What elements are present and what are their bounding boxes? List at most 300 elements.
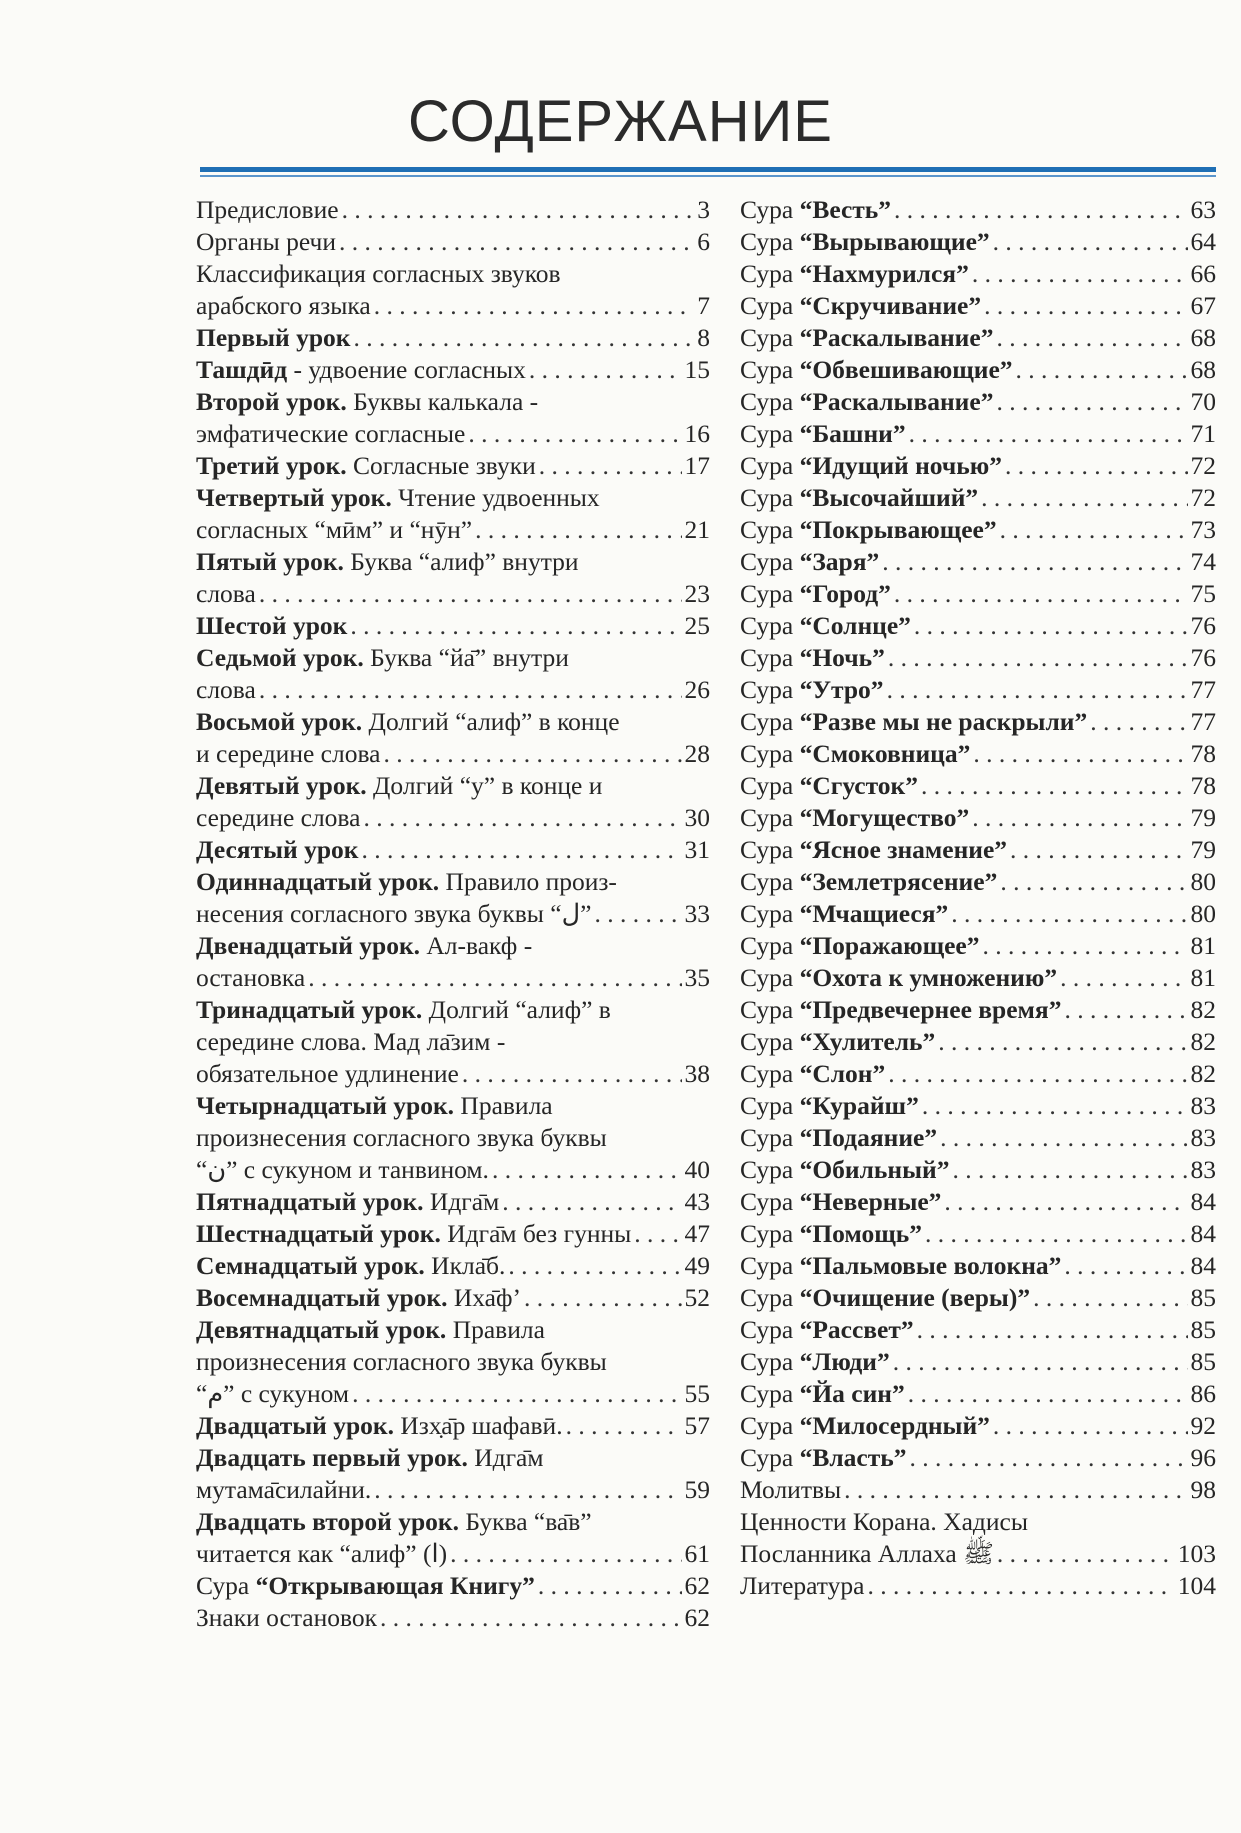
toc-entry [740, 1442, 1216, 1474]
leader-dots [893, 1346, 1188, 1378]
toc-line [740, 322, 1216, 354]
toc-page-number: 80 [1190, 899, 1216, 928]
toc-page-number: 78 [1190, 771, 1216, 800]
toc-entry [196, 1602, 710, 1634]
toc-entry [740, 482, 1216, 514]
toc-line [196, 1570, 710, 1602]
toc-line [196, 450, 710, 482]
toc-line [196, 1090, 710, 1122]
leader-dots [259, 674, 682, 706]
toc-line [740, 1538, 1216, 1570]
toc-line [196, 642, 710, 674]
toc-entry-title: Сура “Обвешивающие” [740, 355, 1013, 384]
toc-entry-title: Сура “Скручивание” [740, 291, 982, 320]
toc-entry [740, 994, 1216, 1026]
toc-entry [196, 866, 710, 930]
toc-page-number: 6 [697, 227, 710, 256]
toc-entry-title: Двадцать второй урок. Буква “ва̄в” [196, 1507, 592, 1536]
toc-line [196, 898, 710, 930]
toc-entry-title: Сура “Власть” [740, 1443, 907, 1472]
toc-line [740, 962, 1216, 994]
toc-page-number: 62 [684, 1603, 710, 1632]
toc-entry-title: середине слова [196, 803, 361, 832]
toc-entry [196, 1282, 710, 1314]
toc-entry-title: слова [196, 675, 256, 704]
toc-entry-title: Сура “Смоковница” [740, 739, 971, 768]
leader-dots [1090, 706, 1187, 738]
toc-line [740, 226, 1216, 258]
leader-dots [909, 418, 1188, 450]
toc-entry-title: Сура “Охота к умножению” [740, 963, 1058, 992]
toc-entry [740, 1154, 1216, 1186]
toc-entry [740, 1346, 1216, 1378]
leader-dots [352, 1378, 681, 1410]
leader-dots [993, 1410, 1188, 1442]
toc-line [740, 994, 1216, 1026]
toc-entry [740, 1474, 1216, 1506]
leader-dots [350, 610, 681, 642]
toc-page-number: 35 [684, 963, 710, 992]
toc-entry [740, 642, 1216, 674]
toc-page-number: 31 [684, 835, 710, 864]
toc-line [196, 1474, 710, 1506]
toc-entry [196, 1186, 710, 1218]
leader-dots [972, 802, 1187, 834]
toc-line [740, 1058, 1216, 1090]
toc-line [196, 1250, 710, 1282]
toc-line [740, 834, 1216, 866]
toc-page-number: 30 [684, 803, 710, 832]
toc-entry-title: Сура “Идущий ночью” [740, 451, 1002, 480]
toc-entry [740, 802, 1216, 834]
toc-entry [196, 1090, 710, 1186]
toc-entry [740, 258, 1216, 290]
toc-entry-title: Сура “Раскалывание” [740, 387, 994, 416]
toc-entry [740, 322, 1216, 354]
toc-page-number: 25 [684, 611, 710, 640]
toc-line [196, 1282, 710, 1314]
toc-entry-title: Сура “Милосердный” [740, 1411, 990, 1440]
leader-dots [882, 546, 1187, 578]
toc-line [196, 1122, 710, 1154]
toc-entry-title: Литература [740, 1571, 865, 1600]
toc-entry-title: обязательное удлинение [196, 1059, 459, 1088]
toc-entry [740, 354, 1216, 386]
toc-entry-title: Посланника Аллаха ﷺ [740, 1539, 994, 1568]
toc-entry-title: Двадцатый урок. Изх̣а̄р шафавӣ. [196, 1411, 563, 1440]
toc-entry-title: середине слова. Мад ла̄зим - [196, 1027, 506, 1056]
leader-dots [997, 1538, 1175, 1570]
toc-entry [740, 1250, 1216, 1282]
toc-page-number: 86 [1190, 1379, 1216, 1408]
toc-line [740, 1346, 1216, 1378]
toc-entry-title: Сура “Нахмурился” [740, 259, 969, 288]
toc-line [196, 1378, 710, 1410]
toc-page-number: 96 [1190, 1443, 1216, 1472]
toc-entry [740, 610, 1216, 642]
toc-page-number: 75 [1190, 579, 1216, 608]
toc-entry-title: Семнадцатый урок. Икла̄б. [196, 1251, 506, 1280]
toc-entry-title: Сура “Люди” [740, 1347, 890, 1376]
leader-dots [925, 1218, 1188, 1250]
toc-line [196, 706, 710, 738]
toc-entry-title: Сура “Могущество” [740, 803, 970, 832]
leader-dots [1005, 450, 1188, 482]
toc-entry [740, 866, 1216, 898]
toc-entry-title: Сура “Землетрясение” [740, 867, 998, 896]
leader-dots [462, 1058, 682, 1090]
toc-entry-title: Сура “Слон” [740, 1059, 886, 1088]
toc-page-number: 104 [1177, 1571, 1216, 1600]
toc-line [196, 674, 710, 706]
leader-dots [383, 738, 681, 770]
toc-line [740, 258, 1216, 290]
toc-entry [196, 642, 710, 706]
toc-page-number: 59 [684, 1475, 710, 1504]
toc-line [196, 1218, 710, 1250]
toc-entry-title: Десятый урок [196, 835, 359, 864]
toc-line [740, 482, 1216, 514]
toc-page-number: 85 [1190, 1315, 1216, 1344]
toc-page-number: 3 [697, 195, 710, 224]
toc-page-number: 63 [1190, 195, 1216, 224]
leader-dots [917, 1314, 1188, 1346]
toc-entry [740, 1218, 1216, 1250]
toc-entry-title: Двенадцатый урок. Ал-вакф - [196, 931, 533, 960]
toc-line [196, 258, 710, 290]
toc-page-number: 103 [1177, 1539, 1216, 1568]
leader-dots [353, 322, 694, 354]
toc-line [740, 770, 1216, 802]
leader-dots [993, 226, 1188, 258]
leader-dots [914, 610, 1188, 642]
toc-entry [740, 930, 1216, 962]
toc-page-number: 15 [684, 355, 710, 384]
toc-line [196, 290, 710, 322]
toc-entry [740, 1506, 1216, 1570]
leader-dots [380, 1602, 681, 1634]
toc-entry-title: Сура “Очищение (веры)” [740, 1283, 1031, 1312]
toc-entry [196, 450, 710, 482]
toc-line [740, 1250, 1216, 1282]
toc-line [740, 1282, 1216, 1314]
leader-dots [908, 1378, 1188, 1410]
leader-dots [1064, 994, 1187, 1026]
toc-entry-title: Сура “Неверные” [740, 1187, 942, 1216]
toc-page-number: 84 [1190, 1187, 1216, 1216]
toc-page-number: 23 [684, 579, 710, 608]
toc-line [740, 1506, 1216, 1538]
leader-dots [909, 1442, 1187, 1474]
toc-entry [740, 770, 1216, 802]
toc-line [740, 1218, 1216, 1250]
toc-line [196, 1026, 710, 1058]
leader-dots [894, 194, 1187, 226]
toc-entry-title: Первый урок [196, 323, 351, 352]
toc-line [196, 1538, 710, 1570]
toc-entry [196, 322, 710, 354]
toc-page-number: 74 [1190, 547, 1216, 576]
toc-entry-title: Сура “Помощь” [740, 1219, 922, 1248]
toc-entry-title: Сура “Раскалывание” [740, 323, 994, 352]
leader-dots [867, 1570, 1174, 1602]
toc-line [740, 194, 1216, 226]
toc-entry-title: Органы речи [196, 227, 337, 256]
toc-line [196, 770, 710, 802]
toc-entry-title: Шестой урок [196, 611, 348, 640]
toc-entry-title: Классификация согласных звуков [196, 259, 561, 288]
leader-dots [374, 1474, 681, 1506]
toc-page-number: 82 [1190, 1059, 1216, 1088]
toc-page-number: 68 [1190, 323, 1216, 352]
toc-line [196, 546, 710, 578]
toc-entry-title: несения согласного звука буквы “ل” [196, 899, 592, 928]
toc-entry-title: “ن” с сукуном и танвином. [196, 1155, 489, 1184]
leader-dots [468, 418, 681, 450]
toc-entry [196, 1442, 710, 1506]
toc-line [740, 1090, 1216, 1122]
leader-dots [524, 1282, 682, 1314]
toc-page-number: 70 [1190, 387, 1216, 416]
toc-page-number: 64 [1190, 227, 1216, 256]
toc-entry-title: слова [196, 579, 256, 608]
toc-entry [740, 418, 1216, 450]
toc-entry-title: Сура “Мчащиеся” [740, 899, 949, 928]
toc-line [740, 866, 1216, 898]
toc-entry [740, 1026, 1216, 1058]
toc-entry [196, 546, 710, 610]
toc-entry-title: Сура “Предвечернее время” [740, 995, 1062, 1024]
toc-entry-title: Одиннадцатый урок. Правило произ- [196, 867, 617, 896]
toc-entry-title: Сура “Обильный” [740, 1155, 950, 1184]
toc-entry [196, 482, 710, 546]
toc-page-number: 77 [1190, 707, 1216, 736]
toc-page-number: 79 [1190, 835, 1216, 864]
toc-page-number: 8 [697, 323, 710, 352]
toc-entry [740, 1186, 1216, 1218]
toc-entry-title: остановка [196, 963, 306, 992]
leader-dots [973, 738, 1187, 770]
toc-entry-title: Сура “Город” [740, 579, 891, 608]
toc-entry [196, 1250, 710, 1282]
toc-page-number: 76 [1190, 643, 1216, 672]
toc-page-number: 83 [1190, 1155, 1216, 1184]
leader-dots [922, 1090, 1188, 1122]
toc-entry-title: Сура “Йа син” [740, 1379, 905, 1408]
toc-entry [196, 770, 710, 834]
leader-dots [508, 1250, 681, 1282]
toc-line [740, 1122, 1216, 1154]
toc-line [740, 546, 1216, 578]
toc-page-number: 38 [684, 1059, 710, 1088]
toc-line [196, 1506, 710, 1538]
toc-entry-title: Сура “Курайш” [740, 1091, 919, 1120]
toc-entry [196, 994, 710, 1090]
toc-entry [740, 738, 1216, 770]
toc-entry-title: Сура “Солнце” [740, 611, 911, 640]
toc-line [196, 1154, 710, 1186]
toc-page-number: 43 [684, 1187, 710, 1216]
toc-page-number: 83 [1190, 1091, 1216, 1120]
leader-dots [308, 962, 681, 994]
toc-entry-title: эмфатические согласные [196, 419, 466, 448]
toc-line [196, 354, 710, 386]
toc-line [740, 578, 1216, 610]
toc-line [196, 386, 710, 418]
toc-entry-title: мутама̄силайни. [196, 1475, 372, 1504]
leader-dots [1010, 834, 1187, 866]
toc-entry-title: Знаки остановок [196, 1603, 378, 1632]
toc-entry [740, 546, 1216, 578]
toc-line [196, 194, 710, 226]
toc-line [740, 610, 1216, 642]
toc-page-number: 57 [684, 1411, 710, 1440]
toc-line [196, 610, 710, 642]
leader-dots [1064, 1250, 1187, 1282]
toc-line [740, 418, 1216, 450]
toc-entry-title: Четвертый урок. Чтение удвоенных [196, 483, 600, 512]
toc-page-number: 84 [1190, 1219, 1216, 1248]
toc-entry-title: Девятнадцатый урок. Правила [196, 1315, 545, 1344]
toc-line [740, 642, 1216, 674]
toc-line [740, 930, 1216, 962]
leader-dots [972, 258, 1188, 290]
toc-entry-title: Сура “Поражающее” [740, 931, 980, 960]
toc-line [196, 930, 710, 962]
toc-entry-title: Молитвы [740, 1475, 842, 1504]
toc-line [196, 1186, 710, 1218]
toc-page-number: 62 [684, 1571, 710, 1600]
leader-dots [952, 1154, 1187, 1186]
toc-page-number: 80 [1190, 867, 1216, 896]
leader-dots [1000, 514, 1188, 546]
toc-column-right [740, 194, 1216, 1602]
leader-dots [887, 674, 1188, 706]
toc-entry-title: Девятый урок. Долгий “у” в конце и [196, 771, 603, 800]
toc-entry [740, 1570, 1216, 1602]
toc-page-number: 47 [684, 1219, 710, 1248]
toc-entry [196, 1506, 710, 1570]
toc-entry [740, 194, 1216, 226]
toc-page-number: 66 [1190, 259, 1216, 288]
toc-entry-title: арабского языка [196, 291, 371, 320]
toc-page-number: 85 [1190, 1347, 1216, 1376]
toc-line [740, 1154, 1216, 1186]
toc-line [196, 834, 710, 866]
toc-entry-title: Сура “Утро” [740, 675, 884, 704]
toc-entry [196, 386, 710, 450]
toc-entry-title: Сура “Ночь” [740, 643, 885, 672]
toc-entry [740, 1410, 1216, 1442]
leader-dots [1016, 354, 1188, 386]
toc-line [740, 898, 1216, 930]
toc-line [196, 482, 710, 514]
toc-line [740, 674, 1216, 706]
leader-dots [888, 1058, 1187, 1090]
leader-dots [342, 194, 695, 226]
toc-line [740, 1186, 1216, 1218]
toc-entry-title: Сура “Подаяние” [740, 1123, 938, 1152]
toc-entry [740, 1090, 1216, 1122]
leader-dots [502, 1186, 681, 1218]
toc-entry-title: Ташдӣд - удвоение согласных [196, 355, 526, 384]
toc-line [196, 1346, 710, 1378]
leader-dots [594, 898, 681, 930]
toc-line [196, 1314, 710, 1346]
leader-dots [539, 450, 682, 482]
toc-line [196, 578, 710, 610]
toc-entry-title: Второй урок. Буквы калькала - [196, 387, 539, 416]
toc-entry [740, 450, 1216, 482]
toc-page-number: 72 [1190, 483, 1216, 512]
toc-entry-title: Сура “Открывающая Книгу” [196, 1571, 535, 1600]
toc-entry-title: “م” с сукуном [196, 1379, 350, 1408]
toc-entry [740, 1314, 1216, 1346]
page-title: СОДЕРЖАНИЕ [408, 89, 833, 154]
toc-entry [196, 354, 710, 386]
toc-entry-title: Четырнадцатый урок. Правила [196, 1091, 553, 1120]
toc-line [740, 802, 1216, 834]
toc-line [740, 1378, 1216, 1410]
toc-page-number: 21 [684, 515, 710, 544]
toc-entry [740, 1058, 1216, 1090]
toc-entry-title: Сура “Заря” [740, 547, 880, 576]
leader-dots [921, 770, 1188, 802]
toc-page-number: 28 [684, 739, 710, 768]
leader-dots [259, 578, 682, 610]
toc-entry-title: Сура “Покрывающее” [740, 515, 997, 544]
toc-entry [196, 258, 710, 322]
toc-line [196, 1442, 710, 1474]
toc-entry-title: Сура “Разве мы не раскрыли” [740, 707, 1088, 736]
toc-entry-title: Сура “Башни” [740, 419, 906, 448]
toc-entry-title: Восьмой урок. Долгий “алиф” в конце [196, 707, 620, 736]
toc-page-number: 17 [684, 451, 710, 480]
toc-page-number: 98 [1190, 1475, 1216, 1504]
title-rule-thin [200, 175, 1216, 177]
toc-line [196, 418, 710, 450]
leader-dots [996, 386, 1187, 418]
toc-entry-title: Сура “Сгусток” [740, 771, 918, 800]
toc-line [196, 1410, 710, 1442]
leader-dots [844, 1474, 1187, 1506]
leader-dots [938, 1026, 1187, 1058]
toc-entry-title: согласных “мӣм” и “нӯн” [196, 515, 473, 544]
toc-page-number: 73 [1190, 515, 1216, 544]
leader-dots [888, 642, 1188, 674]
toc-page-number: 16 [684, 419, 710, 448]
leader-dots [450, 1538, 681, 1570]
toc-page-number: 79 [1190, 803, 1216, 832]
leader-dots [475, 514, 681, 546]
toc-page-number: 77 [1190, 675, 1216, 704]
leader-dots [634, 1218, 681, 1250]
leader-dots [1060, 962, 1187, 994]
leader-dots [361, 834, 681, 866]
toc-entry [740, 514, 1216, 546]
toc-entry [196, 930, 710, 994]
leader-dots [981, 482, 1187, 514]
toc-page-number: 71 [1190, 419, 1216, 448]
toc-entry-title: произнесения согласного звука буквы [196, 1347, 607, 1376]
toc-entry-title: Сура “Весть” [740, 195, 892, 224]
toc-page-number: 49 [684, 1251, 710, 1280]
toc-entry [740, 706, 1216, 738]
toc-page-number: 26 [684, 675, 710, 704]
toc-line [196, 962, 710, 994]
toc-entry [196, 706, 710, 770]
leader-dots [984, 290, 1187, 322]
